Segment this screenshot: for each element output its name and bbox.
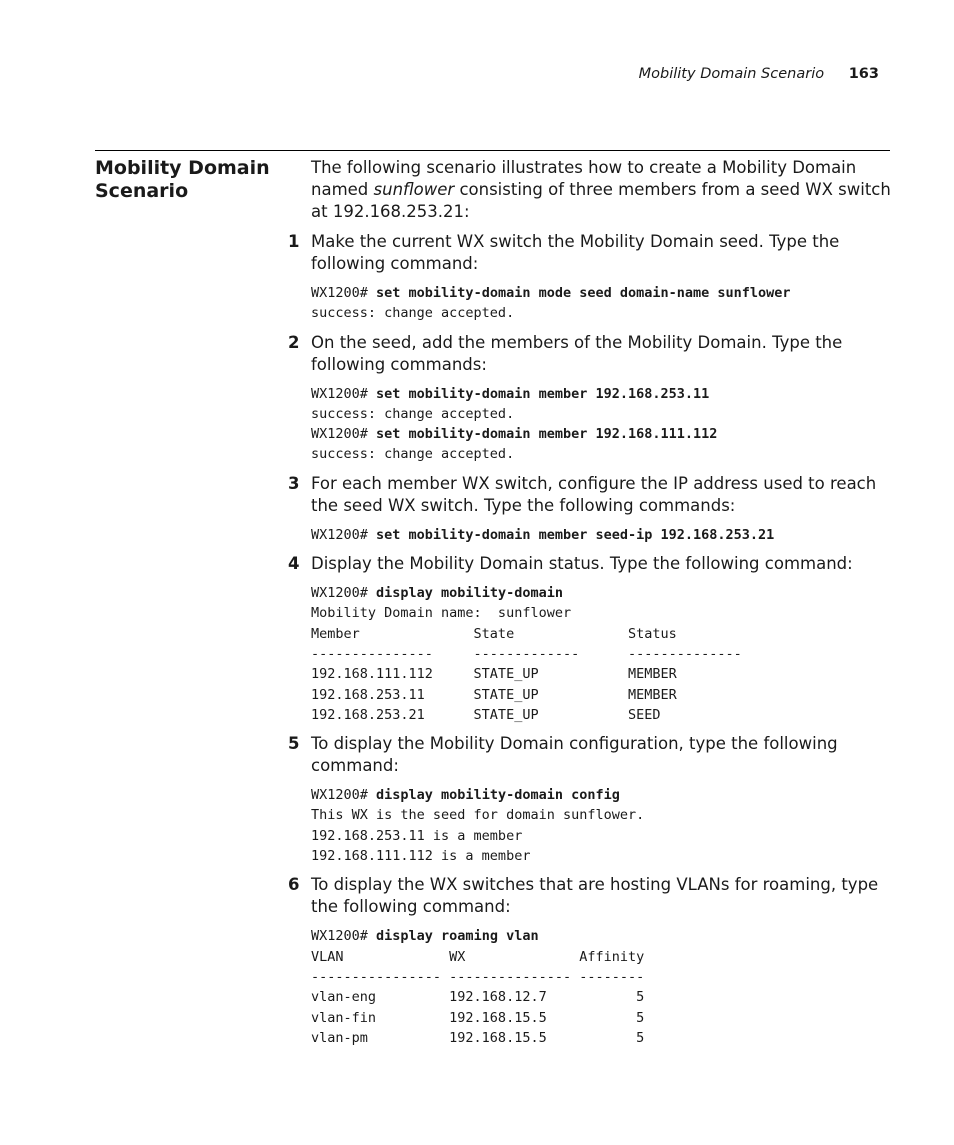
running-header	[639, 66, 879, 82]
code-block	[311, 283, 891, 324]
cli-command: display mobility-domain config	[376, 787, 620, 804]
code-block	[311, 525, 891, 545]
cli-prompt: WX1200#	[311, 526, 377, 543]
section-title: Mobility Domain Scenario	[95, 157, 270, 202]
cli-output: vlan-pm 192.168.15.5 5	[311, 1029, 645, 1046]
cli-command: set mobility-domain member 192.168.111.112	[376, 426, 718, 443]
code-line	[311, 926, 891, 946]
cli-output: VLAN WX Affinity	[311, 948, 645, 965]
step-number: 4	[288, 554, 300, 574]
code-line	[311, 384, 891, 404]
step-number: 1	[288, 232, 300, 251]
step-5	[288, 733, 891, 866]
cli-output: success: change accepted.	[311, 446, 515, 463]
cli-output: ---------------- --------------- --------	[311, 968, 645, 985]
step-text: For each member WX switch, configure the IP address used to reach the seed WX switch. Type the following commands:	[311, 473, 877, 515]
cli-output: 192.168.111.112 STATE_UP MEMBER	[311, 666, 677, 683]
step-number: 2	[288, 332, 300, 352]
running-header-title: Mobility Domain Scenario	[638, 66, 825, 82]
cli-output: 192.168.253.21 STATE_UP SEED	[311, 706, 661, 723]
cli-prompt: WX1200#	[311, 285, 377, 301]
step-2	[288, 332, 891, 465]
step-text: To display the WX switches that are hosting VLANs for roaming, type the following command:	[311, 875, 879, 917]
code-line	[311, 424, 891, 444]
cli-prompt: WX1200#	[311, 928, 377, 945]
cli-prompt: WX1200#	[311, 385, 377, 402]
code-block	[311, 926, 891, 1048]
section-rule	[95, 150, 890, 151]
cli-prompt: WX1200#	[311, 787, 377, 804]
intro-text-start: The following scenario illustrates how to create a Mobility Domain named	[311, 158, 857, 199]
step-1	[288, 231, 891, 324]
body-column	[288, 157, 891, 1056]
step-number: 5	[288, 734, 300, 754]
step-3	[288, 473, 891, 545]
step-text: Display the Mobility Domain status. Type the following command:	[311, 554, 853, 574]
cli-prompt: WX1200#	[311, 585, 377, 602]
intro-paragraph	[311, 157, 891, 223]
intro-text-end: consisting of three members from a seed WX switch at 192.168.253.21:	[311, 180, 891, 221]
cli-command: set mobility-domain mode seed domain-name sunflower	[376, 285, 791, 301]
cli-output: success: change accepted.	[311, 305, 515, 322]
step-number: 3	[288, 473, 300, 493]
code-line	[311, 785, 891, 805]
step-text: On the seed, add the members of the Mobility Domain. Type the following commands:	[311, 332, 843, 374]
cli-command: display roaming vlan	[376, 928, 539, 945]
step-number: 6	[288, 875, 300, 895]
cli-output: This WX is the seed for domain sunflower.	[311, 807, 645, 824]
cli-output: 192.168.253.11 STATE_UP MEMBER	[311, 686, 677, 703]
page-number: 163	[848, 66, 879, 82]
cli-command: set mobility-domain member 192.168.253.11	[376, 385, 710, 402]
code-line	[311, 525, 891, 545]
cli-output: --------------- ------------- --------------	[311, 645, 742, 662]
step-6	[288, 874, 891, 1048]
code-block	[311, 384, 891, 465]
cli-output: success: change accepted.	[311, 405, 515, 422]
step-list	[288, 231, 891, 1048]
code-line	[311, 283, 891, 303]
step-text: To display the Mobility Domain configuration, type the following command:	[311, 734, 838, 776]
cli-output: Member State Status	[311, 625, 677, 642]
step-text: Make the current WX switch the Mobility Domain seed. Type the following command:	[311, 232, 840, 273]
code-line	[311, 583, 891, 603]
cli-output: vlan-fin 192.168.15.5 5	[311, 1009, 645, 1026]
cli-output: 192.168.111.112 is a member	[311, 848, 531, 865]
cli-prompt: WX1200#	[311, 426, 377, 443]
step-4	[288, 553, 891, 725]
cli-output: Mobility Domain name: sunflower	[311, 605, 572, 622]
domain-name-emphasis: sunflower	[373, 180, 455, 199]
code-block	[311, 785, 891, 866]
cli-command: set mobility-domain member seed-ip 192.168.253.21	[376, 526, 775, 543]
cli-command: display mobility-domain	[376, 585, 563, 602]
cli-output: 192.168.253.11 is a member	[311, 827, 523, 844]
cli-output: vlan-eng 192.168.12.7 5	[311, 989, 645, 1006]
code-block	[311, 583, 891, 725]
